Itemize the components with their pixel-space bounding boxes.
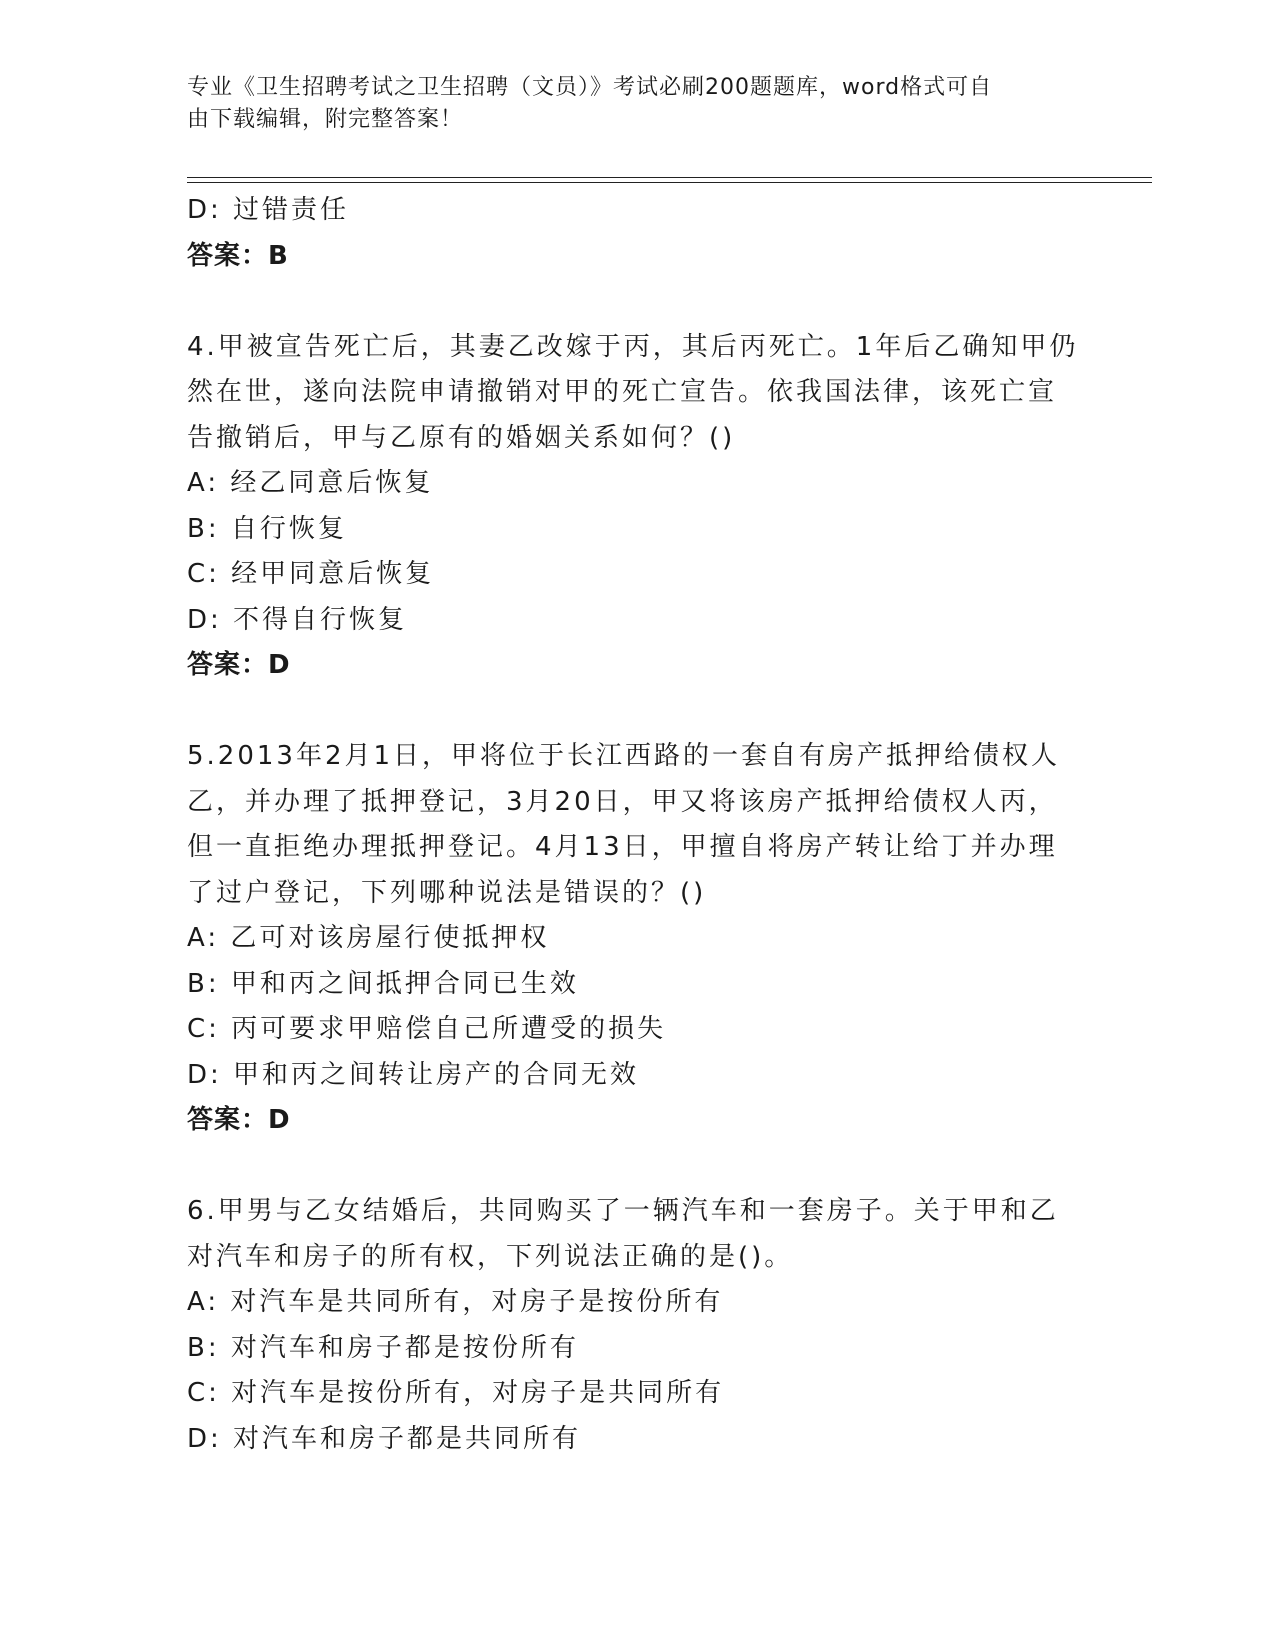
- q5-option-c: C: 丙可要求甲赔偿自己所遭受的损失: [187, 1014, 667, 1044]
- q4-answer: 答案：D: [187, 650, 291, 680]
- question-content: [187, 188, 1087, 1462]
- q6-option-d: D: 对汽车和房子都是共同所有: [187, 1423, 582, 1454]
- header-rule-top: [187, 177, 1152, 178]
- question-5: [187, 734, 1087, 1144]
- q4-stem-line-2: 然在世，遂向法院申请撤销对甲的死亡宣告。依我国法律，该死亡宣: [187, 377, 1058, 407]
- header-line-1: 专业《卫生招聘考试之卫生招聘（文员）》考试必刷200题题库，word格式可自: [187, 75, 993, 100]
- header-rule-bottom: [187, 182, 1152, 183]
- q6-stem-line-1: 6.甲男与乙女结婚后，共同购买了一辆汽车和一套房子。关于甲和乙: [187, 1196, 1059, 1226]
- q6-option-c: C: 对汽车是按份所有，对房子是共同所有: [187, 1378, 725, 1408]
- q4-option-c: C: 经甲同意后恢复: [187, 559, 435, 589]
- q4-option-d: D: 不得自行恢复: [187, 604, 408, 635]
- q5-stem-line-1: 5.2013年2月1日，甲将位于长江西路的一套自有房产抵押给债权人: [187, 741, 1061, 771]
- prev-option-d: D: 过错责任: [187, 195, 350, 225]
- q4-option-a: A: 经乙同意后恢复: [187, 468, 434, 498]
- q5-option-a: A: 乙可对该房屋行使抵押权: [187, 923, 550, 953]
- q6-option-b: B: 对汽车和房子都是按份所有: [187, 1332, 579, 1363]
- q5-stem-line-4: 了过户登记，下列哪种说法是错误的？(): [187, 877, 707, 908]
- q5-stem-line-3: 但一直拒绝办理抵押登记。4月13日，甲擅自将房产转让给丁并办理: [187, 832, 1058, 862]
- q4-stem-line-3: 告撤销后，甲与乙原有的婚姻关系如何？(): [187, 422, 736, 453]
- question-6: [187, 1189, 1087, 1462]
- q5-option-b: B: 甲和丙之间抵押合同已生效: [187, 968, 579, 999]
- spacer: [187, 1144, 1087, 1190]
- q4-option-b: B: 自行恢复: [187, 513, 347, 544]
- q6-option-a: A: 对汽车是共同所有，对房子是按份所有: [187, 1287, 724, 1317]
- spacer: [187, 279, 1087, 325]
- q5-answer: 答案：D: [187, 1105, 291, 1135]
- q6-stem-line-2: 对汽车和房子的所有权，下列说法正确的是()。: [187, 1241, 794, 1272]
- q5-option-d: D: 甲和丙之间转让房产的合同无效: [187, 1059, 640, 1090]
- page-header: [187, 72, 1067, 136]
- prev-answer: 答案：B: [187, 240, 289, 271]
- header-line-2: 由下载编辑，附完整答案！: [187, 107, 464, 132]
- q4-stem-line-1: 4.甲被宣告死亡后，其妻乙改嫁于丙，其后丙死亡。1年后乙确知甲仍: [187, 331, 1079, 362]
- question-4: [187, 325, 1087, 689]
- q5-stem-line-2: 乙，并办理了抵押登记，3月20日，甲又将该房产抵押给债权人丙，: [187, 786, 1058, 817]
- spacer: [187, 689, 1087, 735]
